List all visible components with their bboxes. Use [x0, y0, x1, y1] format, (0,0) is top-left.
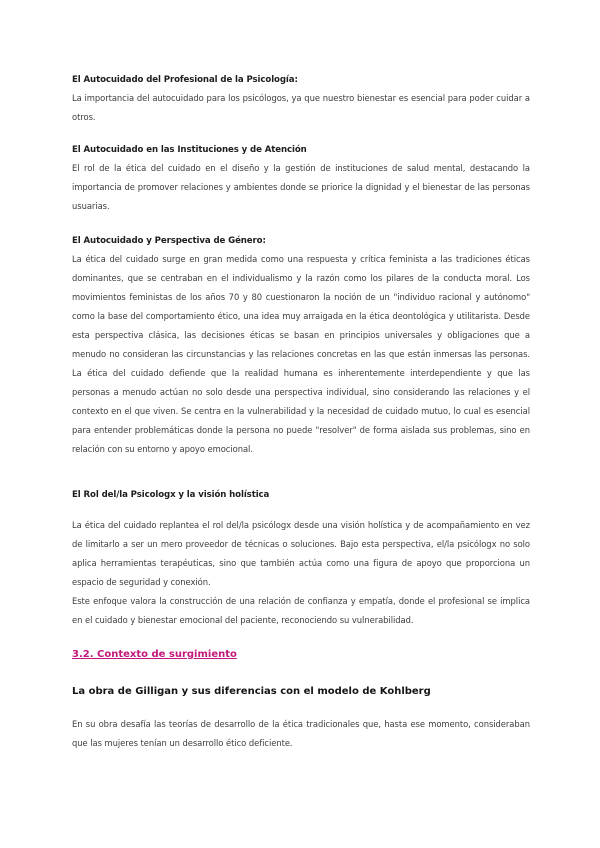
section-paragraph: En su obra desafía las teorías de desarrollo de la ética tradicionales que, hasta ese momento, consideraban que las mujeres tenían un desarrollo ético deficiente.: [72, 719, 530, 748]
section-institutions-selfcare: [72, 141, 530, 216]
section-heading: El Rol del/la Psicologx y la visión holística: [72, 490, 270, 500]
section-psychologist-role: [72, 486, 530, 630]
section-paragraph: El rol de la ética del cuidado en el diseño y la gestión de instituciones de salud mental, destacando la importancia de promover relaciones y ambientes donde se priorice la dignidad y el bienestar de las personas usuarias.: [72, 163, 530, 211]
section-final: [72, 715, 530, 753]
section-paragraph-2: Este enfoque valora la construcción de una relación de confianza y empatía, donde el profesional se implica en el cuidado y bienestar emocional del paciente, reconociendo su vulnerabilidad.: [72, 596, 530, 625]
subsection-heading: La obra de Gilligan y sus diferencias con el modelo de Kohlberg: [72, 686, 431, 697]
subsection-context: [72, 646, 530, 664]
section-professional-selfcare: [72, 71, 530, 127]
section-heading: El Autocuidado en las Instituciones y de Atención: [72, 145, 307, 155]
section-heading: El Autocuidado y Perspectiva de Género:: [72, 236, 266, 246]
subsection-gilligan: [72, 683, 530, 701]
subsection-title: 3.2. Contexto de surgimiento: [72, 649, 237, 660]
section-paragraph: La ética del cuidado replantea el rol del/la psicólogx desde una visión holística y de acompañamiento en vez de limitarlo a ser un mero proveedor de técnicas o soluciones. Bajo esta perspectiva, el/la psicólogx no solo aplica herramientas terapéuticas, sino que también actúa como una figura de apoyo que proporciona un espacio de seguridad y conexión.: [72, 520, 530, 587]
section-paragraph: La ética del cuidado surge en gran medida como una respuesta y crítica feminista a las tradiciones éticas dominantes, que se centraban en el individualismo y la razón como los pilares de la conducta moral. Los movimientos feministas de los años 70 y 80 cuestionaron la noción de un "individuo racional y autónomo" como la base del comportamiento ético, una idea muy arraigada en la ética deontológica y utilitarista. Desde esta perspectiva clásica, las decisiones éticas se basan en principios universales y obligaciones que a menudo no consideran las circunstancias y las relaciones concretas en las que están inmersas las personas. La ética del cuidado defiende que la realidad humana es inherentemente interdependiente y que las personas a menudo actúan no solo desde una perspectiva individual, sino considerando las relaciones y el contexto en el que viven. Se centra en la vulnerabilidad y la necesidad de cuidado mutuo, lo cual es esencial para entender problemáticas donde la persona no puede "resolver" de forma aislada sus problemas, sino en relación con su entorno y apoyo emocional.: [72, 254, 530, 454]
section-paragraph: La importancia del autocuidado para los psicólogos, ya que nuestro bienestar es esencial para poder cuidar a otros.: [72, 93, 530, 122]
section-heading: El Autocuidado del Profesional de la Psicología:: [72, 75, 298, 85]
section-gender-perspective: [72, 232, 530, 459]
